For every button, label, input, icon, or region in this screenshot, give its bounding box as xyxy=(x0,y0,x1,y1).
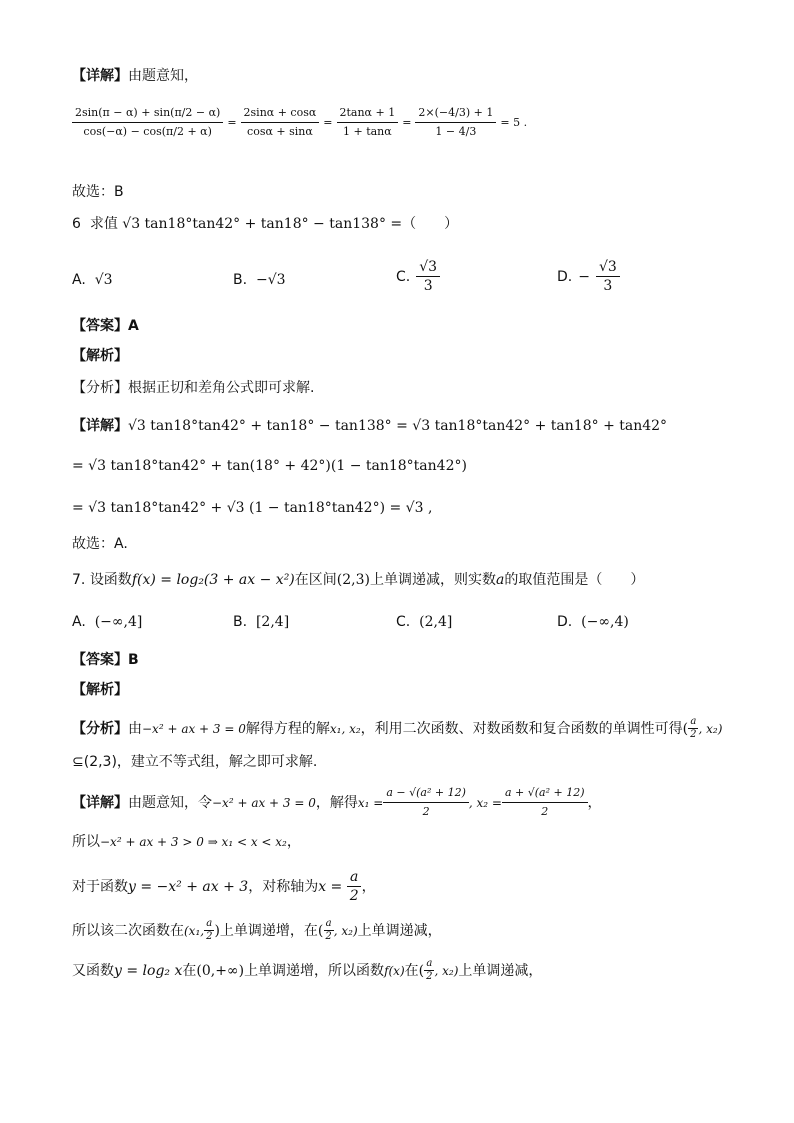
q6-option-c[interactable]: C. $\frac{√3}{3}$ xyxy=(396,258,440,295)
q6-option-a[interactable]: A. √3 xyxy=(72,272,113,288)
q7-answer: 【答案】B xyxy=(72,652,139,668)
q6-analysis-heading: 【解析】 xyxy=(72,348,128,364)
q5-choice: 故选：B xyxy=(72,184,124,200)
q7-detail-line-3: 对于函数 y = −x² + ax + 3 ，对称轴为 x = $\frac{a}{2}$ ， xyxy=(72,869,376,904)
q7-analysis-heading: 【解析】 xyxy=(72,682,128,698)
detail-text: 由题意知， xyxy=(128,68,198,84)
q5-detail-line xyxy=(72,66,198,86)
q7-detail-line-2: 所以−x² + ax + 3 > 0 ⇒ x₁ < x < x₂， xyxy=(72,834,301,850)
detail-label: 【详解】 xyxy=(72,68,128,84)
fraction-4: $\frac{2\times(-4/3) + 1}{1 - 4/3}$ xyxy=(415,104,496,141)
q7-option-d[interactable]: D. (−∞,4) xyxy=(557,614,629,630)
q6-choice: 故选：A. xyxy=(72,536,128,552)
q7-analysis-line-1: 【分析】 由 −x² + ax + 3 = 0 解得方程的解 x₁, x₂ ，利用二次函数、对数函数和复合函数的单调性可得 ( $\frac{a}{2}$ , x₂) xyxy=(72,716,723,740)
q7-option-c[interactable]: C. (2,4] xyxy=(396,614,453,630)
q6-option-d[interactable]: D. − $\frac{√3}{3}$ xyxy=(557,258,620,295)
q6-stem xyxy=(72,214,458,234)
q6-analysis: 【分析】根据正切和差角公式即可求解. xyxy=(72,380,315,396)
q7-stem: 7. 设函数f(x) = log₂(3 + ax − x²)在区间(2,3)上单调递减，则实数a的取值范围是（ ） xyxy=(72,572,645,588)
equation-result: = 5 . xyxy=(500,115,528,129)
fraction-1: $\frac{2\sin(\pi - \alpha) + \sin(\pi/2 - \alpha)}{\cos(-\alpha) - \cos(\pi/2 + \alpha)}$ xyxy=(72,104,223,141)
fraction-2: $\frac{2\sin\alpha + \cos\alpha}{\cos\alpha + \sin\alpha}$ xyxy=(241,104,320,141)
q7-option-b[interactable]: B. [2,4] xyxy=(233,614,290,630)
q5-equation: $\frac{2\sin(\pi - \alpha) + \sin(\pi/2 - \alpha)}{\cos(-\alpha) - \cos(\pi/2 + \alpha)}$ = $\frac{2\sin\alpha + \cos\alpha}{\cos\alpha + \sin\alpha}$ = $\frac{2\tan\alpha + 1}{1 + \tan\alpha}$ = $\frac{2\times(-4/3) + 1}{1 - 4/3}$ = 5 . xyxy=(72,104,527,141)
q6-answer: 【答案】A xyxy=(72,318,139,334)
q7-detail-line-5: 又函数 y = log₂ x 在 (0,+∞) 上单调递增，所以函数 f(x) 在 ( $\frac{a}{2}$ , x₂) 上单调递减， xyxy=(72,958,543,982)
q6-detail-line-3: = √3 tan18°tan42° + √3 (1 − tan18°tan42°) = √3 , xyxy=(72,500,433,516)
q6-detail-line-2: = √3 tan18°tan42° + tan(18° + 42°)(1 − tan18°tan42°) xyxy=(72,458,467,474)
q6-option-b[interactable]: B. −√3 xyxy=(233,272,286,288)
q7-detail-line-1: 【详解】 由题意知，令 −x² + ax + 3 = 0 ，解得 x₁ = $\frac{\text{a − √(a² + 12)}}{2}$ , x₂ = $\frac{\text{a + √(a² + 12)}}{2}$ ， xyxy=(72,786,602,818)
question-number: 6 xyxy=(72,216,81,232)
fraction-3: $\frac{2\tan\alpha + 1}{1 + \tan\alpha}$ xyxy=(337,104,399,141)
q7-detail-line-4: 所以该二次函数在 (x₁, $\frac{a}{2}$ ) 上单调递增，在 ( $\frac{a}{2}$ , x₂) 上单调递减， xyxy=(72,918,442,942)
q6-detail-line-1: 【详解】√3 tan18°tan42° + tan18° − tan138° = √3 tan18°tan42° + tan18° + tan42° xyxy=(72,418,668,434)
q7-analysis-line-2: ⊆(2,3)，建立不等式组，解之即可求解. xyxy=(72,754,318,770)
question-expression: √3 tan18°tan42° + tan18° − tan138° =（ ） xyxy=(122,216,459,232)
q7-option-a[interactable]: A. (−∞,4] xyxy=(72,614,143,630)
question-prefix: 求值 xyxy=(89,216,118,232)
